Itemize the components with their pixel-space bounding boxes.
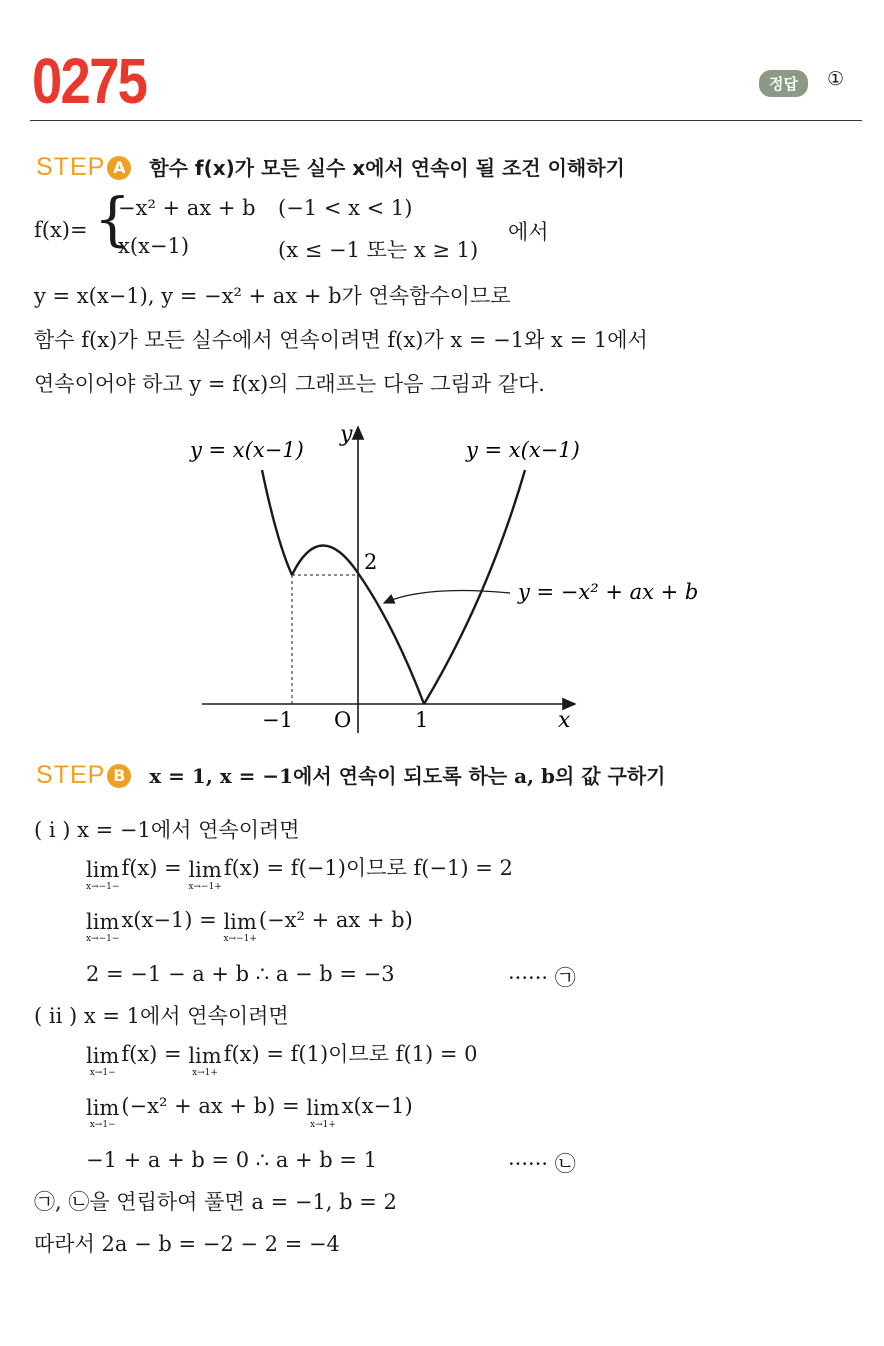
piecewise-case2-cond: (x ≤ −1 또는 x ≥ 1)	[278, 238, 479, 262]
lim-operator: lim x→−1+	[188, 858, 222, 892]
lim-operator: lim x→1+	[306, 1096, 340, 1130]
x-axis-label: x	[558, 708, 571, 733]
label-right-curve: y = x(x−1)	[466, 438, 580, 462]
case-ii-limit-line-2: lim x→1− (−x² + ax + b) = lim x→1+ x(x−1)	[86, 1094, 413, 1130]
step-a-title: 함수 f(x)가 모든 실수 x에서 연속이 될 조건 이해하기	[149, 156, 625, 180]
step-b-heading	[36, 760, 665, 790]
header-divider	[30, 120, 862, 121]
case-i-mark: ······ ㉠	[508, 966, 576, 990]
step-b-label: STEP	[36, 761, 106, 789]
final-answer-line: 따라서 2a − b = −2 − 2 = −4	[34, 1232, 340, 1256]
curve-right-parabola	[424, 470, 525, 704]
piecewise-suffix: 에서	[508, 220, 549, 244]
step-b-title: x = 1, x = −1에서 연속이 되도록 하는 a, b의 값 구하기	[149, 764, 666, 788]
y-tick-label-2: 2	[364, 550, 378, 574]
piecewise-brace: {	[94, 185, 131, 253]
lim-operator: lim x→−1−	[86, 858, 120, 892]
solve-line: ㉠, ㉡을 연립하여 풀면 a = −1, b = 2	[34, 1190, 397, 1214]
lim-operator: lim x→−1−	[86, 910, 120, 944]
step-b-badge: B	[107, 764, 131, 788]
case-i-limit-line-2: lim x→−1− x(x−1) = lim x→−1+ (−x² + ax + b)	[86, 908, 413, 944]
tick-label-neg1: −1	[262, 708, 293, 732]
case-ii-heading: ( ii ) x = 1에서 연속이려면	[34, 1004, 289, 1028]
lim-operator: lim x→1−	[86, 1044, 120, 1078]
function-graph	[170, 415, 750, 745]
lim-operator: lim x→−1+	[223, 910, 257, 944]
origin-label: O	[334, 708, 352, 732]
answer-value: ①	[826, 68, 844, 90]
label-left-curve: y = x(x−1)	[190, 438, 304, 462]
lim-operator: lim x→1+	[188, 1044, 222, 1078]
step-a-line-1: y = x(x−1), y = −x² + ax + b가 연속함수이므로	[34, 284, 511, 308]
case-i-heading: ( i ) x = −1에서 연속이려면	[34, 818, 300, 842]
case-i-limit-line-1: lim x→−1− f(x) = lim x→−1+ f(x) = f(−1)이므로 f(−1) = 2	[86, 856, 513, 892]
answer-badge: 정답	[759, 70, 808, 97]
case-i-equation: 2 = −1 − a + b ∴ a − b = −3	[86, 962, 395, 986]
piecewise-case2-expr: x(x−1)	[118, 234, 190, 258]
piecewise-case1-cond: (−1 < x < 1)	[278, 196, 413, 220]
step-a-heading	[36, 152, 625, 182]
curve-left-parabola	[262, 470, 292, 575]
case-ii-equation: −1 + a + b = 0 ∴ a + b = 1	[86, 1148, 378, 1172]
y-axis-label: y	[340, 422, 353, 447]
tick-label-1: 1	[415, 708, 429, 732]
label-middle-curve: y = −x² + ax + b	[518, 580, 699, 604]
problem-number: 0275	[32, 45, 147, 117]
case-ii-mark: ······ ㉡	[508, 1152, 576, 1176]
label-pointer-arrow	[384, 591, 510, 603]
step-a-label: STEP	[36, 153, 106, 181]
piecewise-lhs: f(x)=	[34, 218, 88, 242]
step-a-badge: A	[107, 156, 131, 180]
step-a-line-3: 연속이어야 하고 y = f(x)의 그래프는 다음 그림과 같다.	[34, 372, 545, 396]
case-ii-limit-line-1: lim x→1− f(x) = lim x→1+ f(x) = f(1)이므로 f(1) = 0	[86, 1042, 478, 1078]
piecewise-case1-expr: −x² + ax + b	[118, 196, 256, 220]
step-a-line-2: 함수 f(x)가 모든 실수에서 연속이려면 f(x)가 x = −1와 x = 1에서	[34, 328, 648, 352]
lim-operator: lim x→1−	[86, 1096, 120, 1130]
